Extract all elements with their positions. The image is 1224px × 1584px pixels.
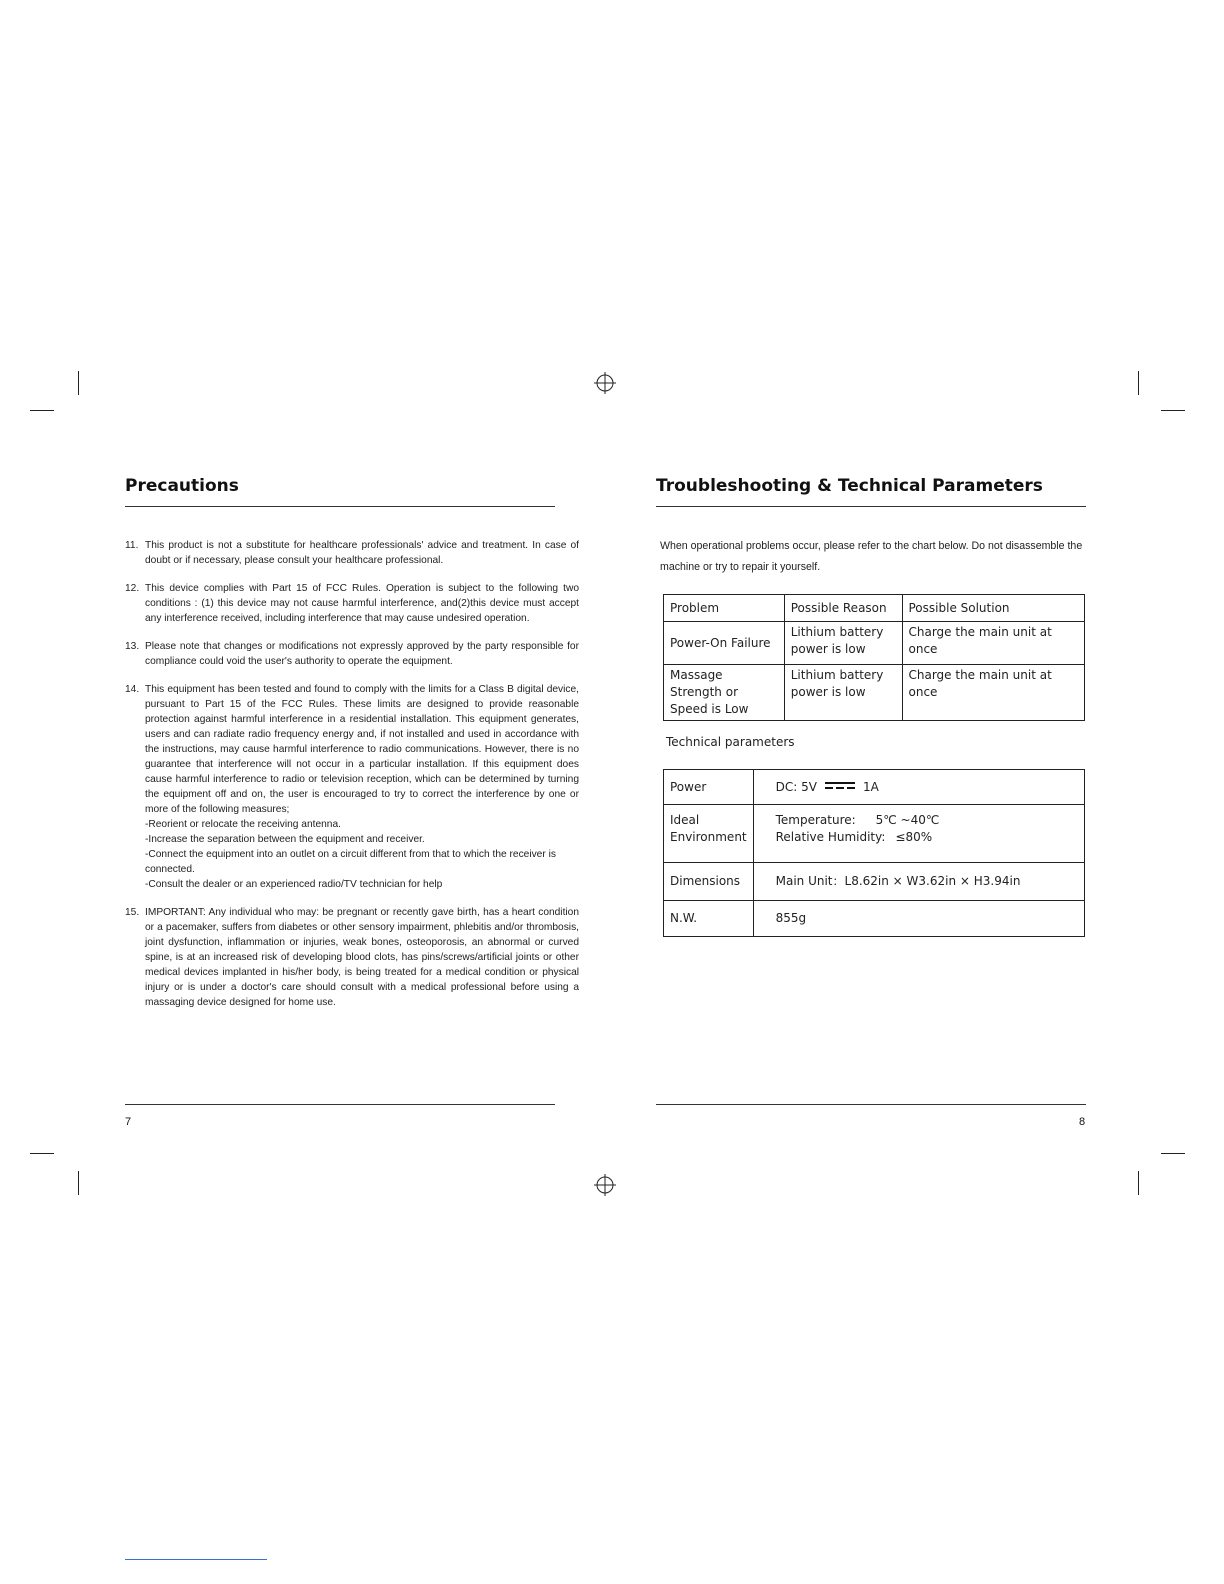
- list-item-text: This product is not a substitute for healthcare professionals' advice and treatment. In case of doubt or if necessary, please consult your healthcare professional.: [145, 540, 579, 566]
- table-row: [664, 665, 1085, 721]
- cell-reason: Lithium battery power is low: [784, 622, 902, 665]
- left-page-number: 7: [125, 1116, 132, 1128]
- list-item: [125, 639, 579, 669]
- list-item-text: This device complies with Part 15 of FCC Rules. Operation is subject to the following two conditions : (1) this device may not cause harmful interference, and(2)this device must accept any interference received, including interference that may cause undesired operation.: [145, 583, 579, 624]
- right-footer-rule: [656, 1104, 1086, 1105]
- measure-connect-outlet: -Connect the equipment into an outlet on a circuit different from that to which the receiver is connected.: [145, 849, 556, 875]
- dimensions-label: Dimensions: [664, 863, 754, 901]
- header-problem: Problem: [664, 595, 785, 622]
- precautions-title: Precautions: [125, 476, 239, 496]
- power-label: Power: [664, 770, 754, 805]
- list-item: [125, 682, 579, 892]
- table-row-weight: [664, 901, 1085, 937]
- temperature-value: 5℃ ~40℃: [875, 813, 940, 827]
- technical-parameters-heading: Technical parameters: [666, 735, 795, 749]
- troubleshooting-title: Troubleshooting & Technical Parameters: [656, 476, 1043, 496]
- table-row: [664, 622, 1085, 665]
- list-item-number: 13.: [125, 641, 140, 652]
- table-row-power: [664, 770, 1085, 805]
- header-possible-reason: Possible Reason: [784, 595, 902, 622]
- crop-mark-bottom-left-horizontal: [30, 1153, 54, 1154]
- crop-mark-top-left-vertical: [78, 371, 79, 395]
- cell-problem: Power-On Failure: [664, 622, 785, 665]
- crop-mark-top-right-horizontal: [1161, 410, 1185, 411]
- cell-solution: Charge the main unit at once: [902, 665, 1085, 721]
- cell-problem: Massage Strength or Speed is Low: [664, 665, 785, 721]
- power-value: [753, 770, 1084, 805]
- troubleshooting-intro: When operational problems occur, please refer to the chart below. Do not disassemble the machine or try to repair it yourself.: [660, 540, 1083, 573]
- main-unit-dimensions: L8.62in × W3.62in × H3.94in: [844, 874, 1021, 888]
- temperature-label: Temperature:: [775, 813, 856, 827]
- list-item-text: This equipment has been tested and found to comply with the limits for a Class B digital device, pursuant to Part 15 of the FCC Rules. These limits are designed to provide reasonable protection against harmful interference in a residential installation. This equipment generates, users and can radiate radio frequency energy and, if not installed and used in accordance with the instructions, may cause harmful interference to radio communications. However, there is no guarantee that interference will not occur in a particular installation. If this equipment does cause harmful interference to radio or television reception, which can be determined by turning the equipment off and on, the user is encouraged to try to correct the interference by one or more of the following measures;: [145, 684, 579, 815]
- list-item-text: IMPORTANT: Any individual who may: be pregnant or recently gave birth, has a heart condition or a pacemaker, suffers from diabetes or other sensory impairment, phlebitis and/or thrombosis, joint dysfunction, inflammation or injuries, weak bones, osteoporosis, an abnormal or curved spine, is at an increased risk of developing blood clots, has pins/screws/artificial joints or other medical devices implanted in his/her body, is being treated for a medical condition or physical injury or is under a doctor's care should consult with a medical professional before using a massaging device designed for home use.: [145, 907, 579, 1008]
- registration-mark-top-icon: [594, 372, 616, 394]
- right-page-number: 8: [1079, 1116, 1086, 1128]
- list-item: [125, 538, 579, 568]
- list-item-number: 11.: [125, 540, 139, 551]
- cell-reason: Lithium battery power is low: [784, 665, 902, 721]
- power-voltage: DC: 5V: [775, 779, 817, 794]
- left-title-rule: [125, 506, 555, 507]
- weight-label: N.W.: [664, 901, 754, 937]
- temperature-line: [776, 812, 1078, 829]
- crop-mark-top-left-horizontal: [30, 410, 54, 411]
- list-item: [125, 905, 579, 1010]
- humidity-line: [776, 829, 1078, 846]
- crop-mark-bottom-left-vertical: [78, 1171, 79, 1195]
- list-item-number: 15.: [125, 907, 140, 918]
- bottom-link-underline: [125, 1559, 267, 1560]
- table-header-row: [664, 595, 1085, 622]
- technical-parameters-table: [663, 769, 1085, 937]
- crop-mark-bottom-right-vertical: [1138, 1171, 1139, 1195]
- header-possible-solution: Possible Solution: [902, 595, 1085, 622]
- environment-value: [753, 805, 1084, 863]
- table-row-environment: [664, 805, 1085, 863]
- measure-increase-separation: -Increase the separation between the equipment and receiver.: [145, 834, 425, 845]
- main-unit-label: Main Unit：: [775, 874, 845, 888]
- environment-label: Ideal Environment: [664, 805, 754, 863]
- dimensions-value: [753, 863, 1084, 901]
- list-item-number: 12.: [125, 583, 140, 594]
- dc-symbol-icon: [825, 782, 855, 789]
- precautions-list: [125, 538, 579, 1023]
- right-title-rule: [656, 506, 1086, 507]
- power-current: 1A: [862, 779, 879, 794]
- registration-mark-bottom-icon: [594, 1174, 616, 1196]
- list-item-number: 14.: [125, 684, 140, 695]
- list-item-text: Please note that changes or modifications not expressly approved by the party responsible for compliance could void the user's authority to operate the equipment.: [145, 641, 579, 667]
- troubleshooting-table: [663, 594, 1085, 721]
- list-item: [125, 581, 579, 626]
- crop-mark-top-right-vertical: [1138, 371, 1139, 395]
- left-footer-rule: [125, 1104, 555, 1105]
- crop-mark-bottom-right-horizontal: [1161, 1153, 1185, 1154]
- table-row-dimensions: [664, 863, 1085, 901]
- humidity-label: Relative Humidity:: [775, 830, 886, 844]
- cell-solution: Charge the main unit at once: [902, 622, 1085, 665]
- humidity-value: ≤80%: [895, 830, 933, 844]
- measure-reorient: -Reorient or relocate the receiving antenna.: [145, 819, 341, 830]
- measure-consult-dealer: -Consult the dealer or an experienced radio/TV technician for help: [145, 879, 443, 890]
- weight-value: 855g: [753, 901, 1084, 937]
